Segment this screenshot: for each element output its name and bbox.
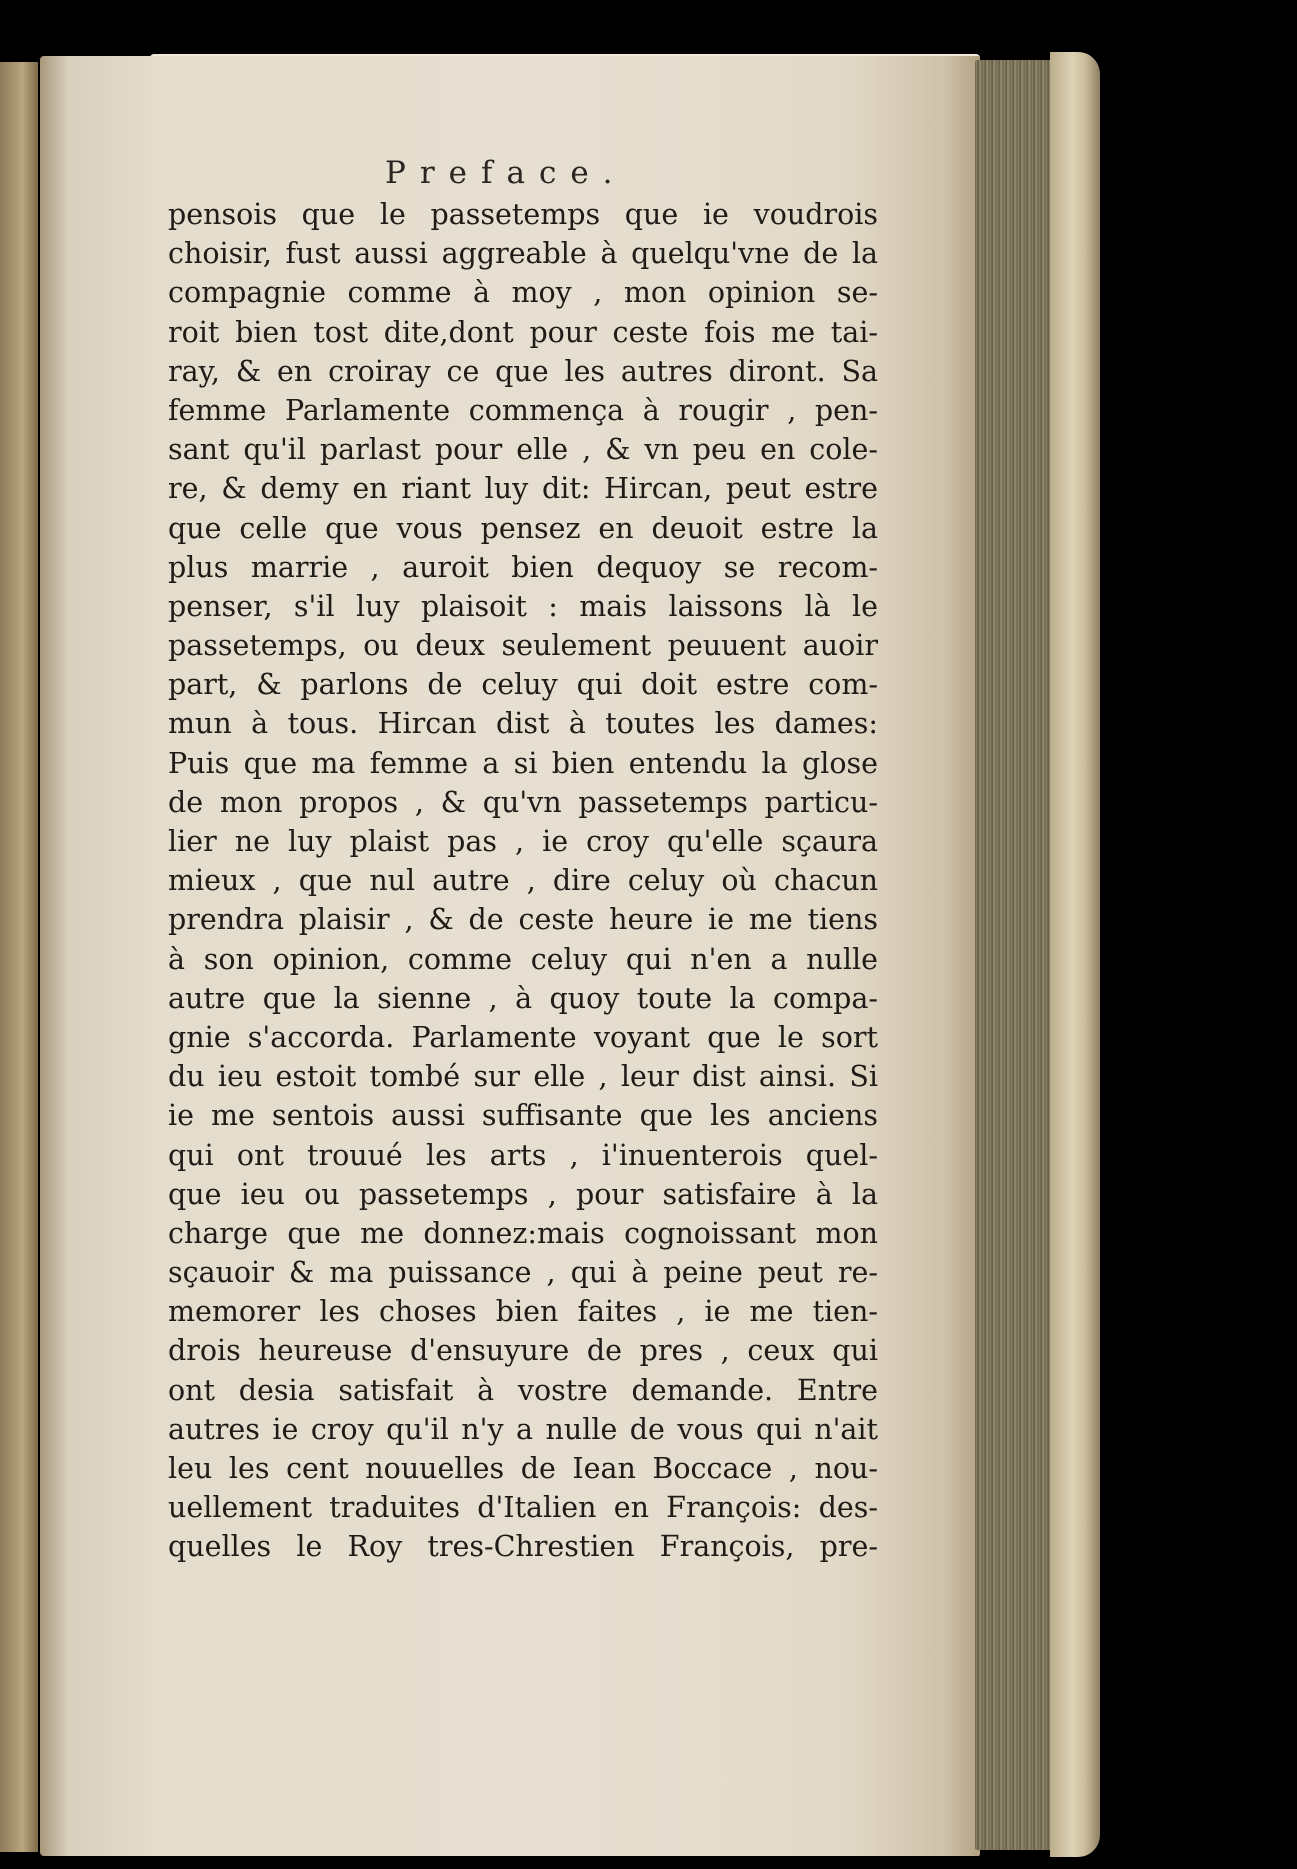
text-line: passetemps, ou deux seulement peuuent auoir — [168, 629, 878, 663]
text-line: compagnie comme à moy , mon opinion se- — [168, 276, 878, 310]
facing-page-edge — [0, 62, 38, 1852]
text-line: quelles le Roy tres-Chrestien François, pre- — [168, 1530, 878, 1564]
text-line: pensois que le passetemps que ie voudrois — [168, 198, 878, 231]
text-line: charge que me donnez:mais cognoissant mon — [168, 1216, 878, 1250]
text-line: gnie s'accorda. Parlamente voyant que le sort — [168, 1020, 878, 1054]
text-line: Puis que ma femme a si bien entendu la glose — [168, 746, 878, 780]
text-line: mieux , que nul autre , dire celuy où chacun — [168, 864, 878, 898]
text-line: penser, s'il luy plaisoit : mais laissons là le — [168, 589, 878, 623]
text-line: sçauoir & ma puissance , qui à peine peut re- — [168, 1256, 878, 1290]
text-line: sant qu'il parlast pour elle , & vn peu en cole- — [168, 433, 878, 467]
text-line: que celle que vous pensez en deuoit estre la — [168, 511, 878, 545]
text-line: memorer les choses bien faites , ie me tien- — [168, 1295, 878, 1329]
book-binding — [1050, 52, 1100, 1857]
text-line: lier ne luy plaist pas , ie croy qu'elle sçaura — [168, 825, 878, 858]
text-line: de mon propos , & qu'vn passetemps particu- — [168, 785, 878, 819]
text-line: leu les cent nouuelles de Iean Boccace , nou- — [168, 1452, 878, 1485]
text-line: ray, & en croiray ce que les autres diront. Sa — [168, 354, 878, 388]
text-line: ont desia satisfait à vostre demande. Entre — [168, 1373, 878, 1407]
text-line: à son opinion, comme celuy qui n'en a nulle — [168, 942, 878, 976]
text-line: drois heureuse d'ensuyure de pres , ceux qui — [168, 1334, 878, 1368]
text-line: mun à tous. Hircan dist à toutes les dames: — [168, 707, 878, 741]
text-line: choisir, fust aussi aggreable à quelqu'vne de la — [168, 237, 878, 271]
text-line: ie me sentois aussi suffisante que les anciens — [168, 1099, 878, 1133]
text-line: que ieu ou passetemps , pour satisfaire à la — [168, 1177, 878, 1211]
text-line: femme Parlamente commença à rougir , pen- — [168, 393, 878, 427]
text-line: plus marrie , auroit bien dequoy se recom- — [168, 550, 878, 584]
text-line: qui ont trouué les arts , i'inuenterois quel- — [168, 1138, 878, 1172]
text-line: uellement traduites d'Italien en François: des- — [168, 1491, 878, 1525]
text-line: autres ie croy qu'il n'y a nulle de vous qui n'ait — [168, 1412, 878, 1446]
text-line: roit bien tost dite,dont pour ceste fois me tai- — [168, 315, 878, 349]
text-line: prendra plaisir , & de ceste heure ie me tiens — [168, 903, 878, 937]
body-text — [168, 195, 878, 1567]
text-line: du ieu estoit tombé sur elle , leur dist ainsi. Si — [168, 1060, 878, 1094]
running-head: Preface. — [385, 155, 627, 191]
text-line: autre que la sienne , à quoy toute la compa- — [168, 981, 878, 1015]
text-line: re, & demy en riant luy dit: Hircan, peut estre — [168, 472, 878, 506]
text-line: part, & parlons de celuy qui doit estre com- — [168, 668, 878, 702]
